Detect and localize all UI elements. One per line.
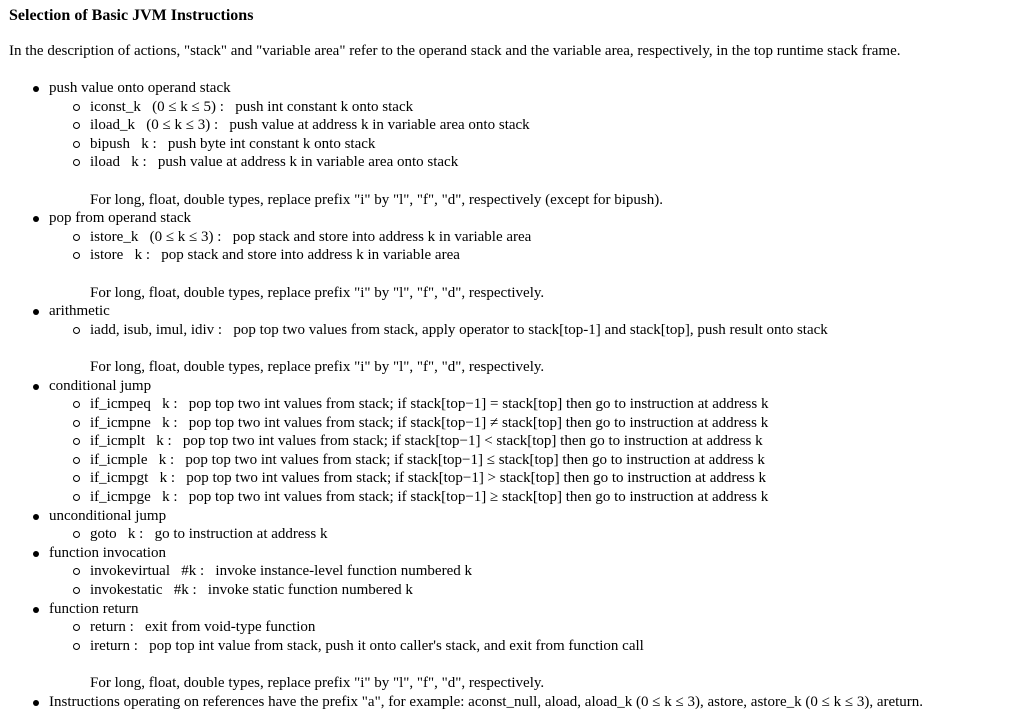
sub-list [49, 321, 1019, 340]
circle-bullet-icon [73, 624, 80, 631]
bullet-icon [33, 86, 39, 92]
list-item: return : exit from void-type function [49, 618, 1019, 637]
circle-bullet-icon [73, 234, 80, 241]
circle-bullet-icon [73, 252, 80, 259]
sub-list [49, 98, 1019, 172]
bullet-icon [33, 514, 39, 520]
circle-bullet-icon [73, 587, 80, 594]
section-label: unconditional jump [49, 507, 167, 524]
circle-bullet-icon [73, 141, 80, 148]
sub-list [49, 395, 1019, 507]
intro-paragraph: In the description of actions, "stack" and "variable area" refer to the operand stack and the variable area, respectively, in the top runtime stack frame. [9, 43, 901, 59]
list-item: bipush k : push byte int constant k onto stack [49, 135, 1019, 154]
section-label: arithmetic [49, 303, 110, 320]
list-item: goto k : go to instruction at address k [49, 525, 1019, 544]
circle-bullet-icon [73, 401, 80, 408]
circle-bullet-icon [73, 643, 80, 650]
section-push [9, 79, 1019, 209]
sub-list [49, 525, 1019, 544]
circle-bullet-icon [73, 457, 80, 464]
bullet-icon [33, 551, 39, 557]
list-item: istore k : pop stack and store into address k in variable area [49, 246, 1019, 265]
page-title: Selection of Basic JVM Instructions [9, 7, 254, 24]
section-label: pop from operand stack [49, 210, 192, 227]
section-function-invocation [9, 544, 1019, 600]
section-label: Instructions operating on references have the prefix "a", for example: aconst_null, aload, aload_k (0 ≤ k ≤ 3), astore, astore_k (0 ≤ k ≤ 3), areturn. [49, 693, 924, 710]
list-item: if_icmpeq k : pop top two int values from stack; if stack[top−1] = stack[top] then go to instruction at address k [49, 395, 1019, 414]
section-note: For long, float, double types, replace prefix "i" by "l", "f", "d", respectively. [90, 358, 545, 375]
section-note: For long, float, double types, replace prefix "i" by "l", "f", "d", respectively. [90, 675, 545, 691]
sub-list [49, 618, 1019, 655]
section-label: push value onto operand stack [49, 80, 231, 96]
circle-bullet-icon [73, 438, 80, 445]
circle-bullet-icon [73, 327, 80, 334]
bullet-icon [33, 216, 39, 222]
list-item: if_icmplt k : pop top two int values from stack; if stack[top−1] < stack[top] then go to instruction at address k [49, 432, 1019, 451]
list-item: if_icmpge k : pop top two int values from stack; if stack[top−1] ≥ stack[top] then go to instruction at address k [49, 488, 1019, 507]
section-label: function return [49, 600, 139, 617]
list-item: if_icmpgt k : pop top two int values from stack; if stack[top−1] > stack[top] then go to instruction at address k [49, 469, 1019, 488]
section-note: For long, float, double types, replace prefix "i" by "l", "f", "d", respectively. [90, 284, 545, 301]
circle-bullet-icon [73, 475, 80, 482]
section-conditional-jump [9, 377, 1019, 507]
sub-list [49, 562, 1019, 599]
section-arithmetic [9, 302, 1019, 376]
section-unconditional-jump [9, 507, 1019, 544]
list-item: iconst_k (0 ≤ k ≤ 5) : push int constant k onto stack [49, 98, 1019, 117]
circle-bullet-icon [73, 494, 80, 501]
section-references [9, 693, 1019, 712]
section-label: conditional jump [49, 377, 152, 394]
bullet-icon [33, 700, 39, 706]
section-label: function invocation [49, 544, 167, 561]
circle-bullet-icon [73, 104, 80, 111]
bullet-icon [33, 384, 39, 390]
list-item: istore_k (0 ≤ k ≤ 3) : pop stack and store into address k in variable area [49, 228, 1019, 247]
section-function-return [9, 600, 1019, 693]
circle-bullet-icon [73, 420, 80, 427]
section-note: For long, float, double types, replace prefix "i" by "l", "f", "d", respectively (except for bipush). [90, 191, 663, 208]
list-item: iadd, isub, imul, idiv : pop top two values from stack, apply operator to stack[top-1] and stack[top], push result onto stack [49, 321, 1019, 340]
list-item: if_icmpne k : pop top two int values from stack; if stack[top−1] ≠ stack[top] then go to instruction at address k [49, 414, 1019, 433]
circle-bullet-icon [73, 159, 80, 166]
bullet-icon [33, 607, 39, 613]
circle-bullet-icon [73, 122, 80, 129]
instruction-list [9, 79, 1019, 711]
list-item: invokestatic #k : invoke static function numbered k [49, 581, 1019, 600]
list-item: if_icmple k : pop top two int values from stack; if stack[top−1] ≤ stack[top] then go to instruction at address k [49, 451, 1019, 470]
circle-bullet-icon [73, 568, 80, 575]
sub-list [49, 228, 1019, 265]
list-item: ireturn : pop top int value from stack, push it onto caller's stack, and exit from function call [49, 637, 1019, 656]
list-item: invokevirtual #k : invoke instance-level function numbered k [49, 562, 1019, 581]
section-pop [9, 209, 1019, 302]
list-item: iload k : push value at address k in variable area onto stack [49, 153, 1019, 172]
circle-bullet-icon [73, 531, 80, 538]
list-item: iload_k (0 ≤ k ≤ 3) : push value at address k in variable area onto stack [49, 116, 1019, 135]
bullet-icon [33, 309, 39, 315]
